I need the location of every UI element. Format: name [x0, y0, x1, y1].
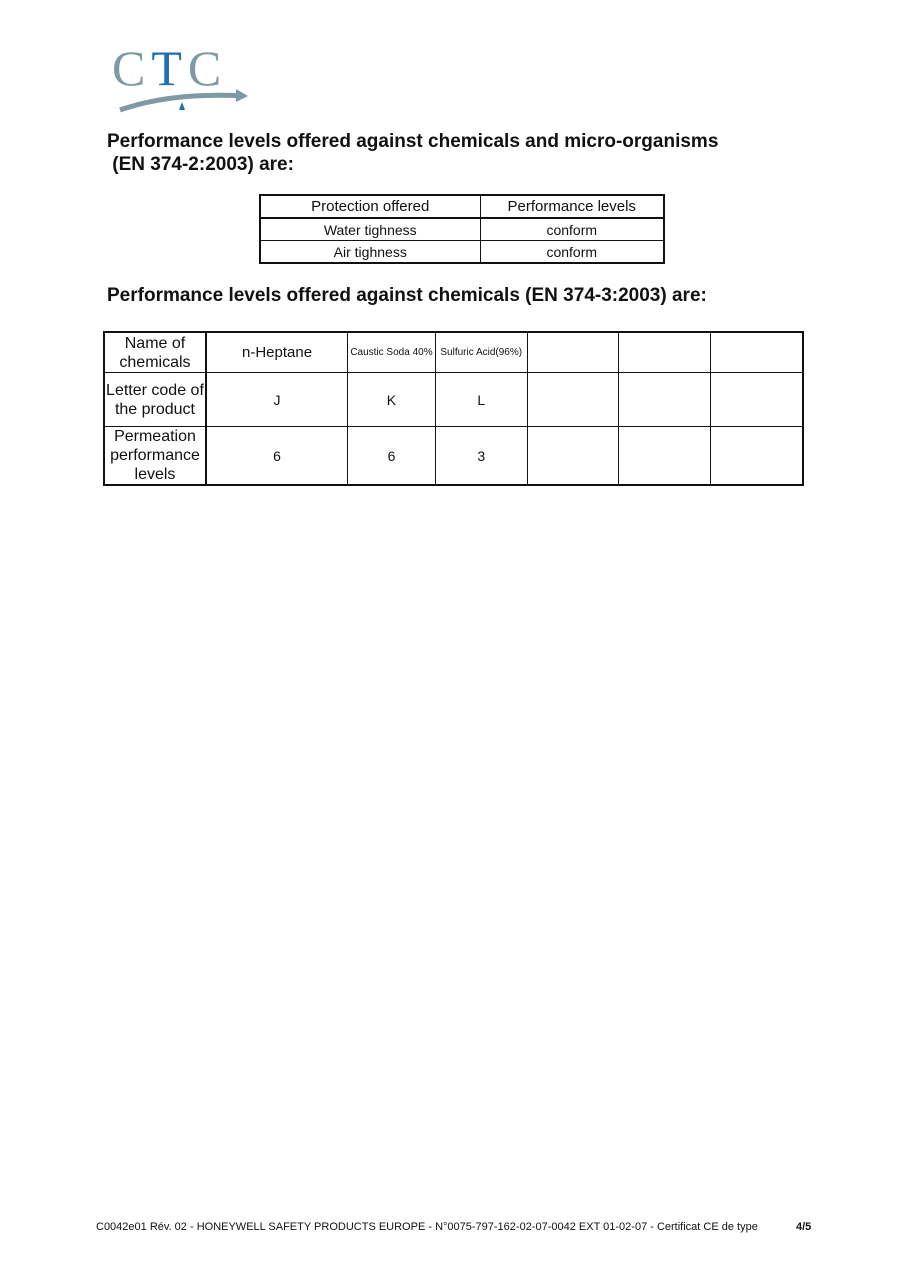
- chemical-cell: [710, 332, 803, 373]
- permeation-row: [104, 427, 803, 486]
- chemical-cell: [527, 332, 619, 373]
- letter-code-cell: L: [435, 373, 527, 427]
- letter-code-cell: J: [206, 373, 348, 427]
- letter-code-cell: K: [348, 373, 436, 427]
- page-footer: [96, 1221, 816, 1233]
- ctc-logo: [112, 40, 252, 116]
- table-row: [260, 218, 664, 241]
- row-header-name: Name of chemicals: [104, 332, 206, 373]
- chemical-cell: Sulfuric Acid(96%): [435, 332, 527, 373]
- chemicals-name-row: [104, 332, 803, 373]
- letter-code-row: [104, 373, 803, 427]
- footer-text: C0042e01 Rév. 02 - HONEYWELL SAFETY PRODUCTS EUROPE - N°0075-797-162-02-07-0042 EXT 01-02-07 - Certificat CE de type: [96, 1221, 758, 1233]
- logo-letter-c2: C: [187, 40, 228, 96]
- logo-letter-t: T: [151, 40, 188, 96]
- permeation-cell: 6: [206, 427, 348, 486]
- permeation-cell: 3: [435, 427, 527, 486]
- protection-cell: Air tighness: [260, 241, 480, 264]
- row-header-permeation: Permeation performance levels: [104, 427, 206, 486]
- permeation-cell: [527, 427, 619, 486]
- protection-cell: Water tighness: [260, 218, 480, 241]
- letter-code-cell: [619, 373, 711, 427]
- header-protection-offered: Protection offered: [260, 195, 480, 218]
- permeation-cell: [619, 427, 711, 486]
- row-header-letter-code: Letter code of the product: [104, 373, 206, 427]
- section1-heading: [107, 130, 767, 176]
- permeation-cell: [710, 427, 803, 486]
- permeation-cell: 6: [348, 427, 436, 486]
- section1-heading-line1: Performance levels offered against chemicals and micro-organisms: [107, 131, 719, 152]
- chemical-cell: Caustic Soda 40%: [348, 332, 436, 373]
- letter-code-cell: [710, 373, 803, 427]
- section1-heading-line2: (EN 374-2:2003) are:: [107, 154, 294, 175]
- protection-table: [259, 194, 665, 264]
- letter-code-cell: [527, 373, 619, 427]
- protection-table-header: [260, 195, 664, 218]
- chemical-cell: n-Heptane: [206, 332, 348, 373]
- page-number: 4/5: [796, 1221, 812, 1233]
- chemicals-table: [103, 331, 804, 486]
- logo-letter-c1: C: [112, 40, 152, 96]
- table-row: [260, 241, 664, 264]
- section2-heading: Performance levels offered against chemicals (EN 374-3:2003) are:: [107, 285, 707, 306]
- header-performance-levels: Performance levels: [480, 195, 664, 218]
- logo-arrow-icon: [112, 40, 252, 116]
- chemical-cell: [619, 332, 711, 373]
- level-cell: conform: [480, 241, 664, 264]
- level-cell: conform: [480, 218, 664, 241]
